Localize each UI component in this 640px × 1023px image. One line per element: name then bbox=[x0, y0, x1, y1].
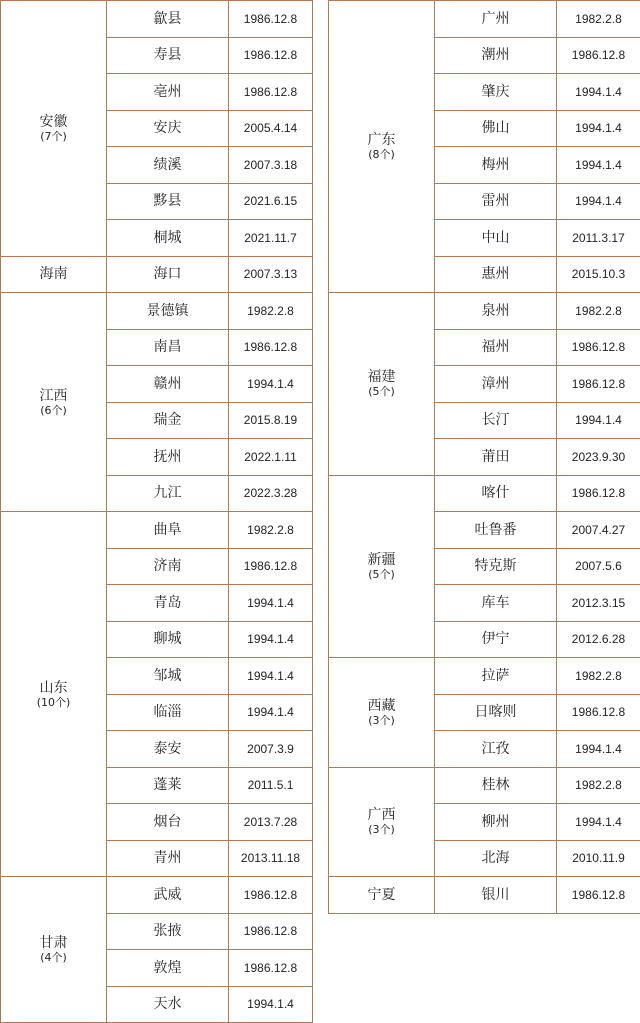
city-name: 福州 bbox=[435, 329, 557, 366]
designation-date: 1982.2.8 bbox=[557, 767, 640, 804]
city-name: 潮州 bbox=[435, 37, 557, 74]
designation-date: 2023.9.30 bbox=[557, 439, 640, 476]
province-cell bbox=[1, 512, 107, 877]
designation-date: 1986.12.8 bbox=[229, 329, 313, 366]
designation-date: 1982.2.8 bbox=[557, 1, 640, 38]
designation-date: 1994.1.4 bbox=[229, 621, 313, 658]
designation-date: 1994.1.4 bbox=[229, 658, 313, 695]
designation-date: 1994.1.4 bbox=[229, 986, 313, 1023]
province-cell bbox=[1, 256, 107, 293]
city-name: 柳州 bbox=[435, 804, 557, 841]
designation-date: 1982.2.8 bbox=[557, 293, 640, 330]
designation-date: 2012.3.15 bbox=[557, 585, 640, 622]
table-row bbox=[1, 512, 313, 549]
designation-date: 1994.1.4 bbox=[229, 585, 313, 622]
table-row bbox=[1, 1, 313, 38]
table-row bbox=[329, 767, 640, 804]
table-row bbox=[1, 293, 313, 330]
designation-date: 2022.3.28 bbox=[229, 475, 313, 512]
city-name: 青岛 bbox=[107, 585, 229, 622]
designation-date: 1986.12.8 bbox=[557, 37, 640, 74]
table-row bbox=[329, 1, 640, 38]
designation-date: 2011.3.17 bbox=[557, 220, 640, 257]
city-name: 抚州 bbox=[107, 439, 229, 476]
designation-date: 2007.3.18 bbox=[229, 147, 313, 184]
province-count: (5个) bbox=[329, 568, 434, 581]
designation-date: 2010.11.9 bbox=[557, 840, 640, 877]
province-count: (8个) bbox=[329, 148, 434, 161]
province-name: 甘肃 bbox=[40, 935, 68, 951]
province-name: 广西 bbox=[368, 807, 396, 823]
city-name: 泉州 bbox=[435, 293, 557, 330]
designation-date: 1986.12.8 bbox=[557, 329, 640, 366]
right-city-table bbox=[328, 0, 640, 914]
city-name: 伊宁 bbox=[435, 621, 557, 658]
designation-date: 1994.1.4 bbox=[557, 804, 640, 841]
city-name: 敦煌 bbox=[107, 950, 229, 987]
province-name: 海南 bbox=[40, 266, 68, 282]
province-cell bbox=[329, 293, 435, 476]
city-name: 曲阜 bbox=[107, 512, 229, 549]
city-name: 拉萨 bbox=[435, 658, 557, 695]
city-name: 歙县 bbox=[107, 1, 229, 38]
province-name: 西藏 bbox=[368, 698, 396, 714]
table-row bbox=[329, 658, 640, 695]
province-name: 新疆 bbox=[368, 552, 396, 568]
city-name: 济南 bbox=[107, 548, 229, 585]
city-name: 海口 bbox=[107, 256, 229, 293]
city-name: 佛山 bbox=[435, 110, 557, 147]
designation-date: 1986.12.8 bbox=[229, 548, 313, 585]
city-name: 张掖 bbox=[107, 913, 229, 950]
designation-date: 1994.1.4 bbox=[229, 694, 313, 731]
city-name: 喀什 bbox=[435, 475, 557, 512]
designation-date: 1986.12.8 bbox=[229, 913, 313, 950]
city-name: 雷州 bbox=[435, 183, 557, 220]
province-count: (3个) bbox=[329, 823, 434, 836]
city-name: 武威 bbox=[107, 877, 229, 914]
table-row bbox=[329, 475, 640, 512]
designation-date: 1986.12.8 bbox=[229, 74, 313, 111]
designation-date: 1982.2.8 bbox=[229, 293, 313, 330]
city-name: 绩溪 bbox=[107, 147, 229, 184]
designation-date: 1994.1.4 bbox=[229, 366, 313, 403]
city-name: 莆田 bbox=[435, 439, 557, 476]
table-row bbox=[1, 256, 313, 293]
city-name: 亳州 bbox=[107, 74, 229, 111]
designation-date: 1986.12.8 bbox=[557, 694, 640, 731]
designation-date: 1994.1.4 bbox=[557, 147, 640, 184]
city-name: 日喀则 bbox=[435, 694, 557, 731]
province-cell bbox=[1, 1, 107, 257]
city-name: 烟台 bbox=[107, 804, 229, 841]
province-name: 江西 bbox=[40, 388, 68, 404]
designation-date: 1994.1.4 bbox=[557, 183, 640, 220]
designation-date: 1986.12.8 bbox=[229, 950, 313, 987]
table-row bbox=[329, 293, 640, 330]
designation-date: 1982.2.8 bbox=[229, 512, 313, 549]
city-name: 肇庆 bbox=[435, 74, 557, 111]
city-name: 九江 bbox=[107, 475, 229, 512]
city-name: 蓬莱 bbox=[107, 767, 229, 804]
province-count: (4个) bbox=[1, 951, 106, 964]
designation-date: 2013.7.28 bbox=[229, 804, 313, 841]
province-count: (6个) bbox=[1, 404, 106, 417]
designation-date: 2021.11.7 bbox=[229, 220, 313, 257]
designation-date: 2007.4.27 bbox=[557, 512, 640, 549]
province-cell bbox=[329, 767, 435, 877]
city-name: 天水 bbox=[107, 986, 229, 1023]
city-name: 库车 bbox=[435, 585, 557, 622]
province-count: (3个) bbox=[329, 714, 434, 727]
city-name: 南昌 bbox=[107, 329, 229, 366]
table-row bbox=[329, 877, 640, 914]
city-name: 黟县 bbox=[107, 183, 229, 220]
city-name: 梅州 bbox=[435, 147, 557, 184]
designation-date: 2015.8.19 bbox=[229, 402, 313, 439]
designation-date: 2005.4.14 bbox=[229, 110, 313, 147]
designation-date: 2013.11.18 bbox=[229, 840, 313, 877]
designation-date: 1982.2.8 bbox=[557, 658, 640, 695]
city-name: 泰安 bbox=[107, 731, 229, 768]
province-cell bbox=[329, 475, 435, 658]
designation-date: 2011.5.1 bbox=[229, 767, 313, 804]
city-name: 聊城 bbox=[107, 621, 229, 658]
city-name: 广州 bbox=[435, 1, 557, 38]
city-name: 惠州 bbox=[435, 256, 557, 293]
designation-date: 2021.6.15 bbox=[229, 183, 313, 220]
left-city-table bbox=[0, 0, 313, 1023]
city-name: 吐鲁番 bbox=[435, 512, 557, 549]
designation-date: 2007.5.6 bbox=[557, 548, 640, 585]
province-name: 安徽 bbox=[40, 114, 68, 130]
designation-date: 1994.1.4 bbox=[557, 74, 640, 111]
province-name: 福建 bbox=[368, 369, 396, 385]
city-name: 景德镇 bbox=[107, 293, 229, 330]
designation-date: 1986.12.8 bbox=[229, 877, 313, 914]
province-cell bbox=[1, 877, 107, 1023]
province-count: (10个) bbox=[1, 696, 106, 709]
designation-date: 1986.12.8 bbox=[557, 475, 640, 512]
city-name: 桐城 bbox=[107, 220, 229, 257]
designation-date: 2015.10.3 bbox=[557, 256, 640, 293]
city-name: 长汀 bbox=[435, 402, 557, 439]
designation-date: 1986.12.8 bbox=[557, 366, 640, 403]
city-name: 青州 bbox=[107, 840, 229, 877]
city-name: 安庆 bbox=[107, 110, 229, 147]
city-name: 临淄 bbox=[107, 694, 229, 731]
designation-date: 1994.1.4 bbox=[557, 110, 640, 147]
province-name: 广东 bbox=[368, 132, 396, 148]
city-name: 中山 bbox=[435, 220, 557, 257]
designation-date: 1986.12.8 bbox=[557, 877, 640, 914]
province-count: (5个) bbox=[329, 385, 434, 398]
designation-date: 2007.3.13 bbox=[229, 256, 313, 293]
province-count: (7个) bbox=[1, 130, 106, 143]
province-cell bbox=[329, 877, 435, 914]
city-name: 赣州 bbox=[107, 366, 229, 403]
city-name: 瑞金 bbox=[107, 402, 229, 439]
city-name: 江孜 bbox=[435, 731, 557, 768]
designation-date: 2022.1.11 bbox=[229, 439, 313, 476]
city-name: 桂林 bbox=[435, 767, 557, 804]
designation-date: 1994.1.4 bbox=[557, 731, 640, 768]
city-name: 寿县 bbox=[107, 37, 229, 74]
table-row bbox=[1, 877, 313, 914]
designation-date: 2012.6.28 bbox=[557, 621, 640, 658]
province-name: 宁夏 bbox=[368, 887, 396, 903]
province-cell bbox=[329, 1, 435, 293]
designation-date: 1986.12.8 bbox=[229, 37, 313, 74]
designation-date: 2007.3.9 bbox=[229, 731, 313, 768]
province-name: 山东 bbox=[40, 680, 68, 696]
province-cell bbox=[1, 293, 107, 512]
city-name: 银川 bbox=[435, 877, 557, 914]
city-name: 邹城 bbox=[107, 658, 229, 695]
designation-date: 1994.1.4 bbox=[557, 402, 640, 439]
designation-date: 1986.12.8 bbox=[229, 1, 313, 38]
province-cell bbox=[329, 658, 435, 768]
city-name: 漳州 bbox=[435, 366, 557, 403]
city-name: 北海 bbox=[435, 840, 557, 877]
city-name: 特克斯 bbox=[435, 548, 557, 585]
